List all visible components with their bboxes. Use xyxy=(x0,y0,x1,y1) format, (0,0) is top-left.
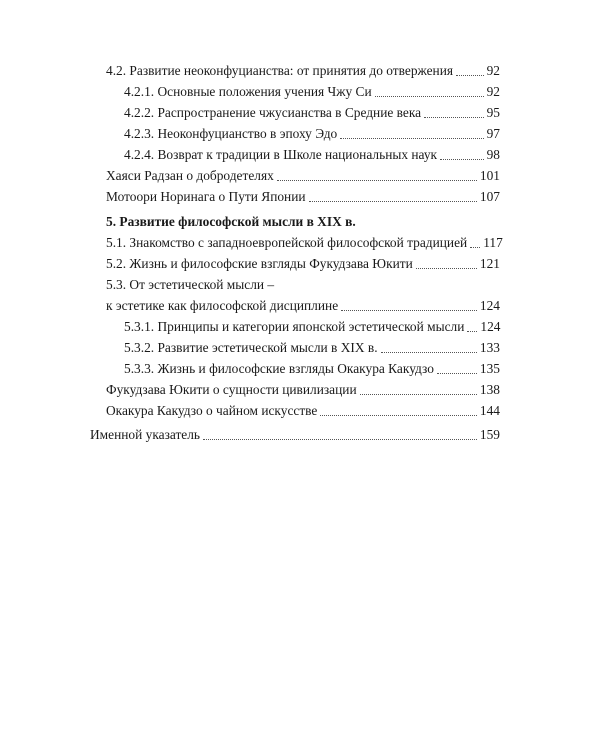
dot-leader xyxy=(467,330,477,332)
dot-leader xyxy=(416,267,477,269)
dot-leader xyxy=(456,74,484,76)
toc-entry-title: 5.2. Жизнь и философские взгляды Фукудзава Юкити xyxy=(106,256,413,271)
toc-entry-title: Именной указатель xyxy=(90,427,201,442)
toc-entry-5-3-line2 xyxy=(106,296,500,316)
toc-entry-5-1 xyxy=(106,233,503,253)
toc-entry-title: 5.3.3. Жизнь и философские взгляды Окакура Какудзо xyxy=(124,361,434,376)
toc-entry-title: 5.1. Знакомство с западноевропейской философской традицией xyxy=(106,235,468,250)
toc-entry-4-2-2 xyxy=(124,103,500,123)
toc-entry-title: 4.2. Развитие неоконфуцианства: от принятия до отвержения xyxy=(106,63,454,78)
toc-entry-4-2-3 xyxy=(124,124,500,144)
toc-entry-page: 124 xyxy=(479,298,500,313)
toc-entry-page: 97 xyxy=(486,126,500,141)
dot-leader xyxy=(360,393,477,395)
toc-entry-motoori-norinaga xyxy=(106,187,500,207)
toc-entry-title: 4.2.3. Неоконфуцианство в эпоху Эдо xyxy=(124,126,338,141)
toc-entry-title: 4.2.2. Распространение чжусианства в Средние века xyxy=(124,105,422,120)
toc-entry-page: 117 xyxy=(483,235,503,250)
dot-leader xyxy=(440,158,484,160)
toc-entry-5-3-3 xyxy=(124,359,500,379)
dot-leader xyxy=(277,179,477,181)
toc-entry-hayashi-razan xyxy=(106,166,500,186)
toc-entry-title: 5.3.1. Принципы и категории японской эстетической мысли xyxy=(124,319,465,334)
toc-entry-okakura xyxy=(106,401,500,421)
toc-entry-5-3-2 xyxy=(124,338,500,358)
toc-entry-page: 98 xyxy=(486,147,500,162)
toc-entry-title: к эстетике как философской дисциплине xyxy=(106,298,339,313)
toc-entry-page: 107 xyxy=(479,189,500,204)
dot-leader xyxy=(381,351,477,353)
toc-entry-page: 133 xyxy=(479,340,500,355)
toc-entry-page: 135 xyxy=(479,361,500,376)
dot-leader xyxy=(309,200,477,202)
toc-entry-4-2 xyxy=(106,61,500,81)
dot-leader xyxy=(320,414,477,416)
toc-entry-title: 5.3. От эстетической мысли – xyxy=(106,277,275,292)
toc-entry-title: Мотоори Норинага о Пути Японии xyxy=(106,189,306,204)
dot-leader xyxy=(341,309,477,311)
toc-entry-title: 4.2.4. Возврат к традиции в Школе национальных наук xyxy=(124,147,438,162)
toc-entry-5-3-1 xyxy=(124,317,500,337)
toc-entry-title: Окакура Какудзо о чайном искусстве xyxy=(106,403,318,418)
toc-entry-name-index xyxy=(90,425,500,445)
toc-entry-page: 95 xyxy=(486,105,500,120)
toc-entry-title: Фукудзава Юкити о сущности цивилизации xyxy=(106,382,357,397)
toc-entry-page: 121 xyxy=(479,256,500,271)
dot-leader xyxy=(375,95,484,97)
toc-entry-title: Хаяси Радзан о добродетелях xyxy=(106,168,274,183)
toc-entry-5-3-line1 xyxy=(106,275,500,295)
toc-entry-5-2 xyxy=(106,254,500,274)
toc-entry-page: 159 xyxy=(479,427,500,442)
dot-leader xyxy=(437,372,477,374)
toc-entry-page: 92 xyxy=(486,63,500,78)
toc-entry-title: 4.2.1. Основные положения учения Чжу Си xyxy=(124,84,372,99)
dot-leader xyxy=(470,246,480,248)
toc-entry-4-2-1 xyxy=(124,82,500,102)
dot-leader xyxy=(340,137,483,139)
toc-entry-page: 124 xyxy=(480,319,501,334)
toc-entry-fukuzawa xyxy=(106,380,500,400)
toc-entry-page: 138 xyxy=(479,382,500,397)
dot-leader xyxy=(424,116,484,118)
toc-entry-page: 144 xyxy=(479,403,500,418)
toc-entry-title: 5.3.2. Развитие эстетической мысли в XIX в. xyxy=(124,340,378,355)
toc-entry-4-2-4 xyxy=(124,145,500,165)
toc-entry-page: 101 xyxy=(479,168,500,183)
dot-leader xyxy=(203,438,477,440)
toc-chapter-heading: 5. Развитие философской мысли в XIX в. xyxy=(106,214,356,229)
toc-entry-page: 92 xyxy=(486,84,500,99)
